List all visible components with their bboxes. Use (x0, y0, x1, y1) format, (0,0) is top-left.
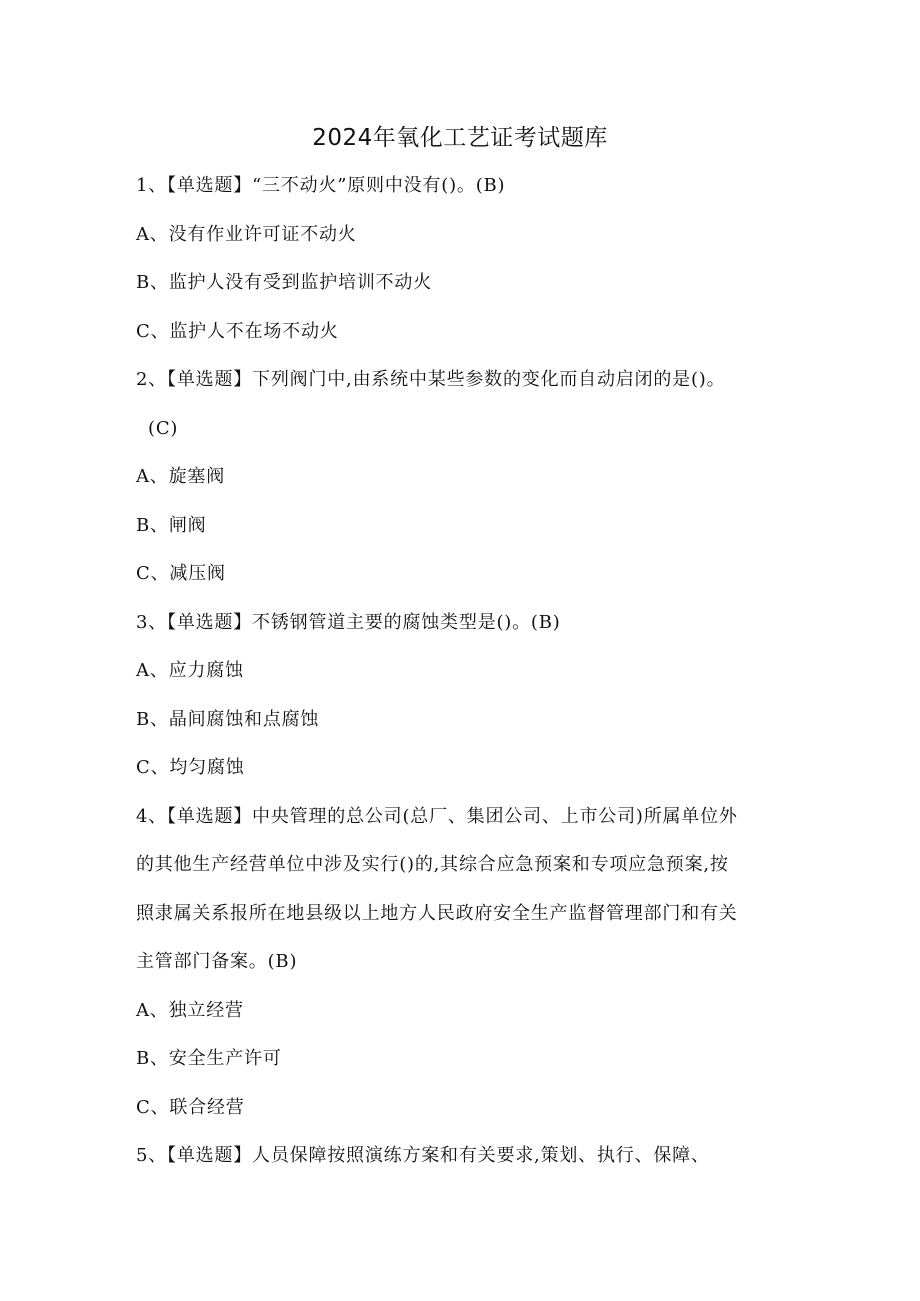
question-1-option-c: C、监护人不在场不动火 (136, 320, 339, 342)
question-3-stem: 3、【单选题】不锈钢管道主要的腐蚀类型是()。(B) (136, 611, 561, 633)
question-2-option-c: C、减压阀 (136, 563, 226, 584)
question-4-stem-line-2: 的其他生产经营单位中涉及实行()的,其综合应急预案和专项应急预案,按 (136, 854, 729, 875)
question-1-stem: 1、【单选题】“三不动火”原则中没有()。(B) (136, 175, 506, 196)
question-3-option-c: C、均匀腐蚀 (136, 757, 245, 778)
question-4-option-a: A、独立经营 (136, 999, 244, 1021)
question-4-stem-line-4: 主管部门备案。(B) (136, 951, 298, 972)
question-3-option-a: A、应力腐蚀 (136, 660, 244, 681)
document-title: 2024年氧化工艺证考试题库 (312, 125, 608, 151)
question-4-option-b: B、安全生产许可 (136, 1048, 282, 1069)
question-3-option-b: B、晶间腐蚀和点腐蚀 (136, 708, 320, 730)
question-2-option-b: B、闸阀 (136, 514, 207, 536)
question-2-answer: (C) (148, 417, 179, 439)
question-5-stem: 5、【单选题】人员保障按照演练方案和有关要求,策划、执行、保障、 (136, 1145, 710, 1166)
question-4-stem-line-3: 照隶属关系报所在地县级以上地方人民政府安全生产监督管理部门和有关 (136, 902, 738, 924)
question-1-option-a: A、没有作业许可证不动火 (136, 223, 357, 245)
question-2-option-a: A、旋塞阀 (136, 466, 225, 487)
question-1-option-b: B、监护人没有受到监护培训不动火 (136, 272, 433, 293)
question-4-option-c: C、联合经营 (136, 1096, 245, 1118)
question-2-stem: 2、【单选题】下列阀门中,由系统中某些参数的变化而自动启闭的是()。 (136, 369, 726, 390)
question-list (136, 162, 796, 1181)
question-4-stem-line-1: 4、【单选题】中央管理的总公司(总厂、集团公司、上市公司)所属单位外 (136, 805, 738, 827)
